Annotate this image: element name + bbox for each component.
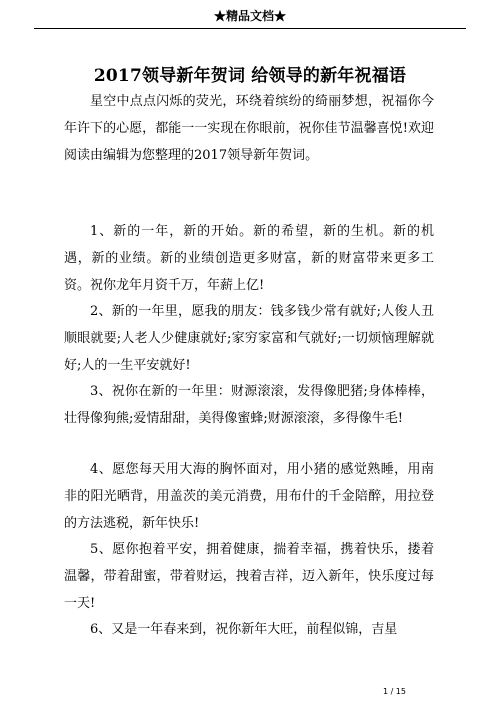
paragraph-2: 2、新的一年里，愿我的朋友：钱多钱少常有就好;人俊人丑顺眼就要;人老人少健康就好;家穷家富和气就好;一切烦恼理解就好;人的一生平安就好! — [64, 304, 434, 373]
header-mark: ★精品文档★ — [213, 9, 286, 23]
document-title: 2017领导新年贺词 给领导的新年祝福语 — [93, 66, 407, 86]
page-number: 1 / 15 — [382, 687, 406, 696]
paragraph-4: 4、愿您每天用大海的胸怀面对，用小猪的感觉熟睡，用南非的阳光晒背，用盖茨的美元消费，用布什的千金陪醉，用拉登的方法逃税，新年快乐! — [64, 462, 434, 531]
paragraph-6: 6、又是一年春来到，祝你新年大旺，前程似锦，吉星 — [90, 622, 398, 637]
paragraph-3: 3、祝你在新的一年里：财源滚滚，发得像肥猪;身体棒棒，壮得像狗熊;爱情甜甜，美得像蜜蜂;财源滚滚，多得像牛毛! — [64, 384, 434, 426]
paragraph-5: 5、愿你抱着平安，拥着健康，揣着幸福，携着快乐，搂着温馨，带着甜蜜，带着财运，拽着吉祥，迈入新年，快乐度过每一天! — [64, 542, 434, 611]
paragraph-1: 1、新的一年，新的开始。新的希望，新的生机。新的机遇，新的业绩。新的业绩创造更多财富，新的财富带来更多工资。祝你龙年月资千万，年薪上亿! — [64, 224, 434, 293]
intro-paragraph: 星空中点点闪烁的荧光，环绕着缤纷的绮丽梦想，祝福你今年许下的心愿，都能一一实现在你眼前，祝你佳节温馨喜悦!欢迎阅读由编辑为您整理的2017领导新年贺词。 — [64, 94, 434, 163]
header-divider — [34, 28, 466, 29]
